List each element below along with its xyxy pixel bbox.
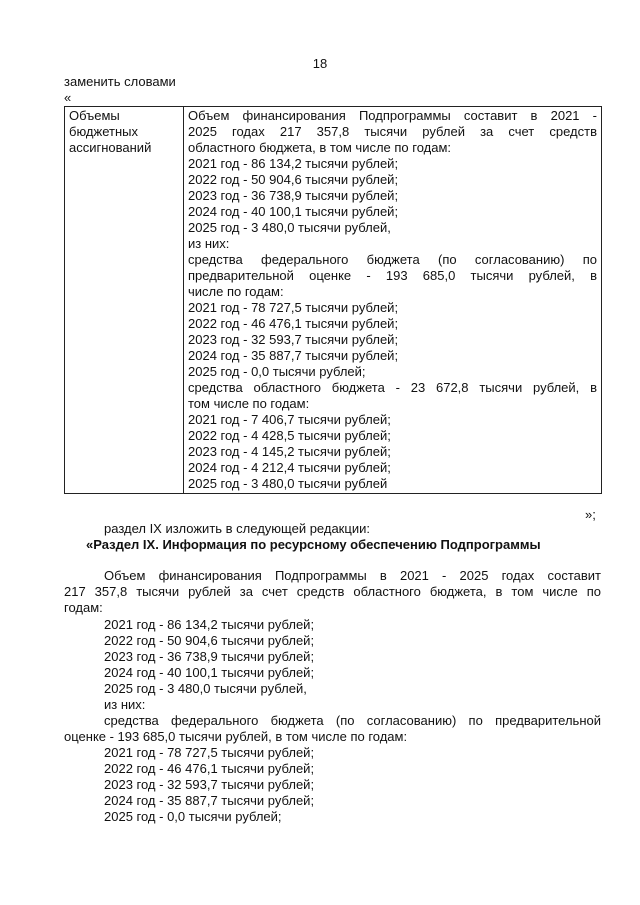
- content-line: 2021 год - 78 727,5 тысячи рублей;: [188, 300, 399, 315]
- year-line: 2022 год - 46 476,1 тысячи рублей;: [104, 761, 315, 776]
- content-line: предварительной оценке - 193 685,0 тысячи рублей, в: [188, 268, 597, 283]
- year-line: 2024 год - 40 100,1 тысячи рублей;: [104, 665, 315, 680]
- content-line: средства федерального бюджета (по согласованию) по: [188, 252, 597, 267]
- content-line: Объем финансирования Подпрограммы составит в 2021 -: [188, 108, 597, 123]
- content-line: 2025 год - 3 480,0 тысячи рублей: [188, 476, 388, 491]
- paragraph-line: оценке - 193 685,0 тысячи рублей, в том числе по годам:: [64, 729, 408, 744]
- label-line: Объемы: [69, 108, 120, 123]
- year-line: 2022 год - 50 904,6 тысячи рублей;: [104, 633, 315, 648]
- content-line: 2022 год - 46 476,1 тысячи рублей;: [188, 316, 399, 331]
- content-line: средства областного бюджета - 23 672,8 тысячи рублей, в: [188, 380, 597, 395]
- content-line: 2021 год - 86 134,2 тысячи рублей;: [188, 156, 399, 171]
- years-list-1: [104, 617, 314, 697]
- section-heading: «Раздел IX. Информация по ресурсному обеспечению Подпрограммы: [86, 537, 541, 552]
- content-line: 2023 год - 32 593,7 тысячи рублей;: [188, 332, 399, 347]
- content-line: 2024 год - 40 100,1 тысячи рублей;: [188, 204, 399, 219]
- year-line: 2021 год - 78 727,5 тысячи рублей;: [104, 745, 315, 760]
- content-line: 2024 год - 35 887,7 тысячи рублей;: [188, 348, 399, 363]
- label-line: бюджетных: [69, 124, 138, 139]
- page-number: 18: [312, 56, 328, 71]
- paragraph-line: средства федерального бюджета (по согласованию) по предварительной: [104, 713, 601, 728]
- years-list-2: [104, 745, 314, 825]
- content-line: 2025 годах 217 357,8 тысячи рублей за счет средств: [188, 124, 597, 139]
- content-line: 2022 год - 4 428,5 тысячи рублей;: [188, 428, 391, 443]
- table-row: [65, 107, 602, 494]
- replace-words-line: заменить словами: [64, 74, 176, 89]
- section-instruction: раздел IX изложить в следующей редакции:: [104, 521, 370, 536]
- year-line: 2023 год - 36 738,9 тысячи рублей;: [104, 649, 315, 664]
- label-line: ассигнований: [69, 140, 152, 155]
- content-line: 2025 год - 3 480,0 тысячи рублей,: [188, 220, 391, 235]
- content-line: 2022 год - 50 904,6 тысячи рублей;: [188, 172, 399, 187]
- paragraph-line: Объем финансирования Подпрограммы в 2021 - 2025 годах составит: [104, 568, 601, 583]
- year-line: 2021 год - 86 134,2 тысячи рублей;: [104, 617, 315, 632]
- body-paragraph-1: [64, 568, 601, 616]
- content-line: из них:: [188, 236, 230, 251]
- content-line: 2023 год - 36 738,9 тысячи рублей;: [188, 188, 399, 203]
- year-line: 2025 год - 0,0 тысячи рублей;: [104, 809, 282, 824]
- paragraph-line: 217 357,8 тысячи рублей за счет средств областного бюджета, в том числе по: [64, 584, 601, 599]
- content-line: том числе по годам:: [188, 396, 310, 411]
- content-line: числе по годам:: [188, 284, 284, 299]
- budget-allocations-table: [64, 106, 602, 494]
- body-paragraph-2: [64, 713, 601, 745]
- closing-quote: »;: [585, 507, 596, 522]
- content-line: 2024 год - 4 212,4 тысячи рублей;: [188, 460, 391, 475]
- year-line: 2025 год - 3 480,0 тысячи рублей,: [104, 681, 307, 696]
- content-line: 2021 год - 7 406,7 тысячи рублей;: [188, 412, 391, 427]
- open-quote: «: [64, 90, 72, 105]
- table-label-cell: [65, 107, 184, 494]
- content-line: 2023 год - 4 145,2 тысячи рублей;: [188, 444, 391, 459]
- content-line: 2025 год - 0,0 тысячи рублей;: [188, 364, 366, 379]
- paragraph-line: годам:: [64, 600, 103, 615]
- of-them-line: из них:: [104, 697, 146, 712]
- content-line: областного бюджета, в том числе по годам:: [188, 140, 452, 155]
- year-line: 2023 год - 32 593,7 тысячи рублей;: [104, 777, 315, 792]
- year-line: 2024 год - 35 887,7 тысячи рублей;: [104, 793, 315, 808]
- table-content-cell: [184, 107, 602, 494]
